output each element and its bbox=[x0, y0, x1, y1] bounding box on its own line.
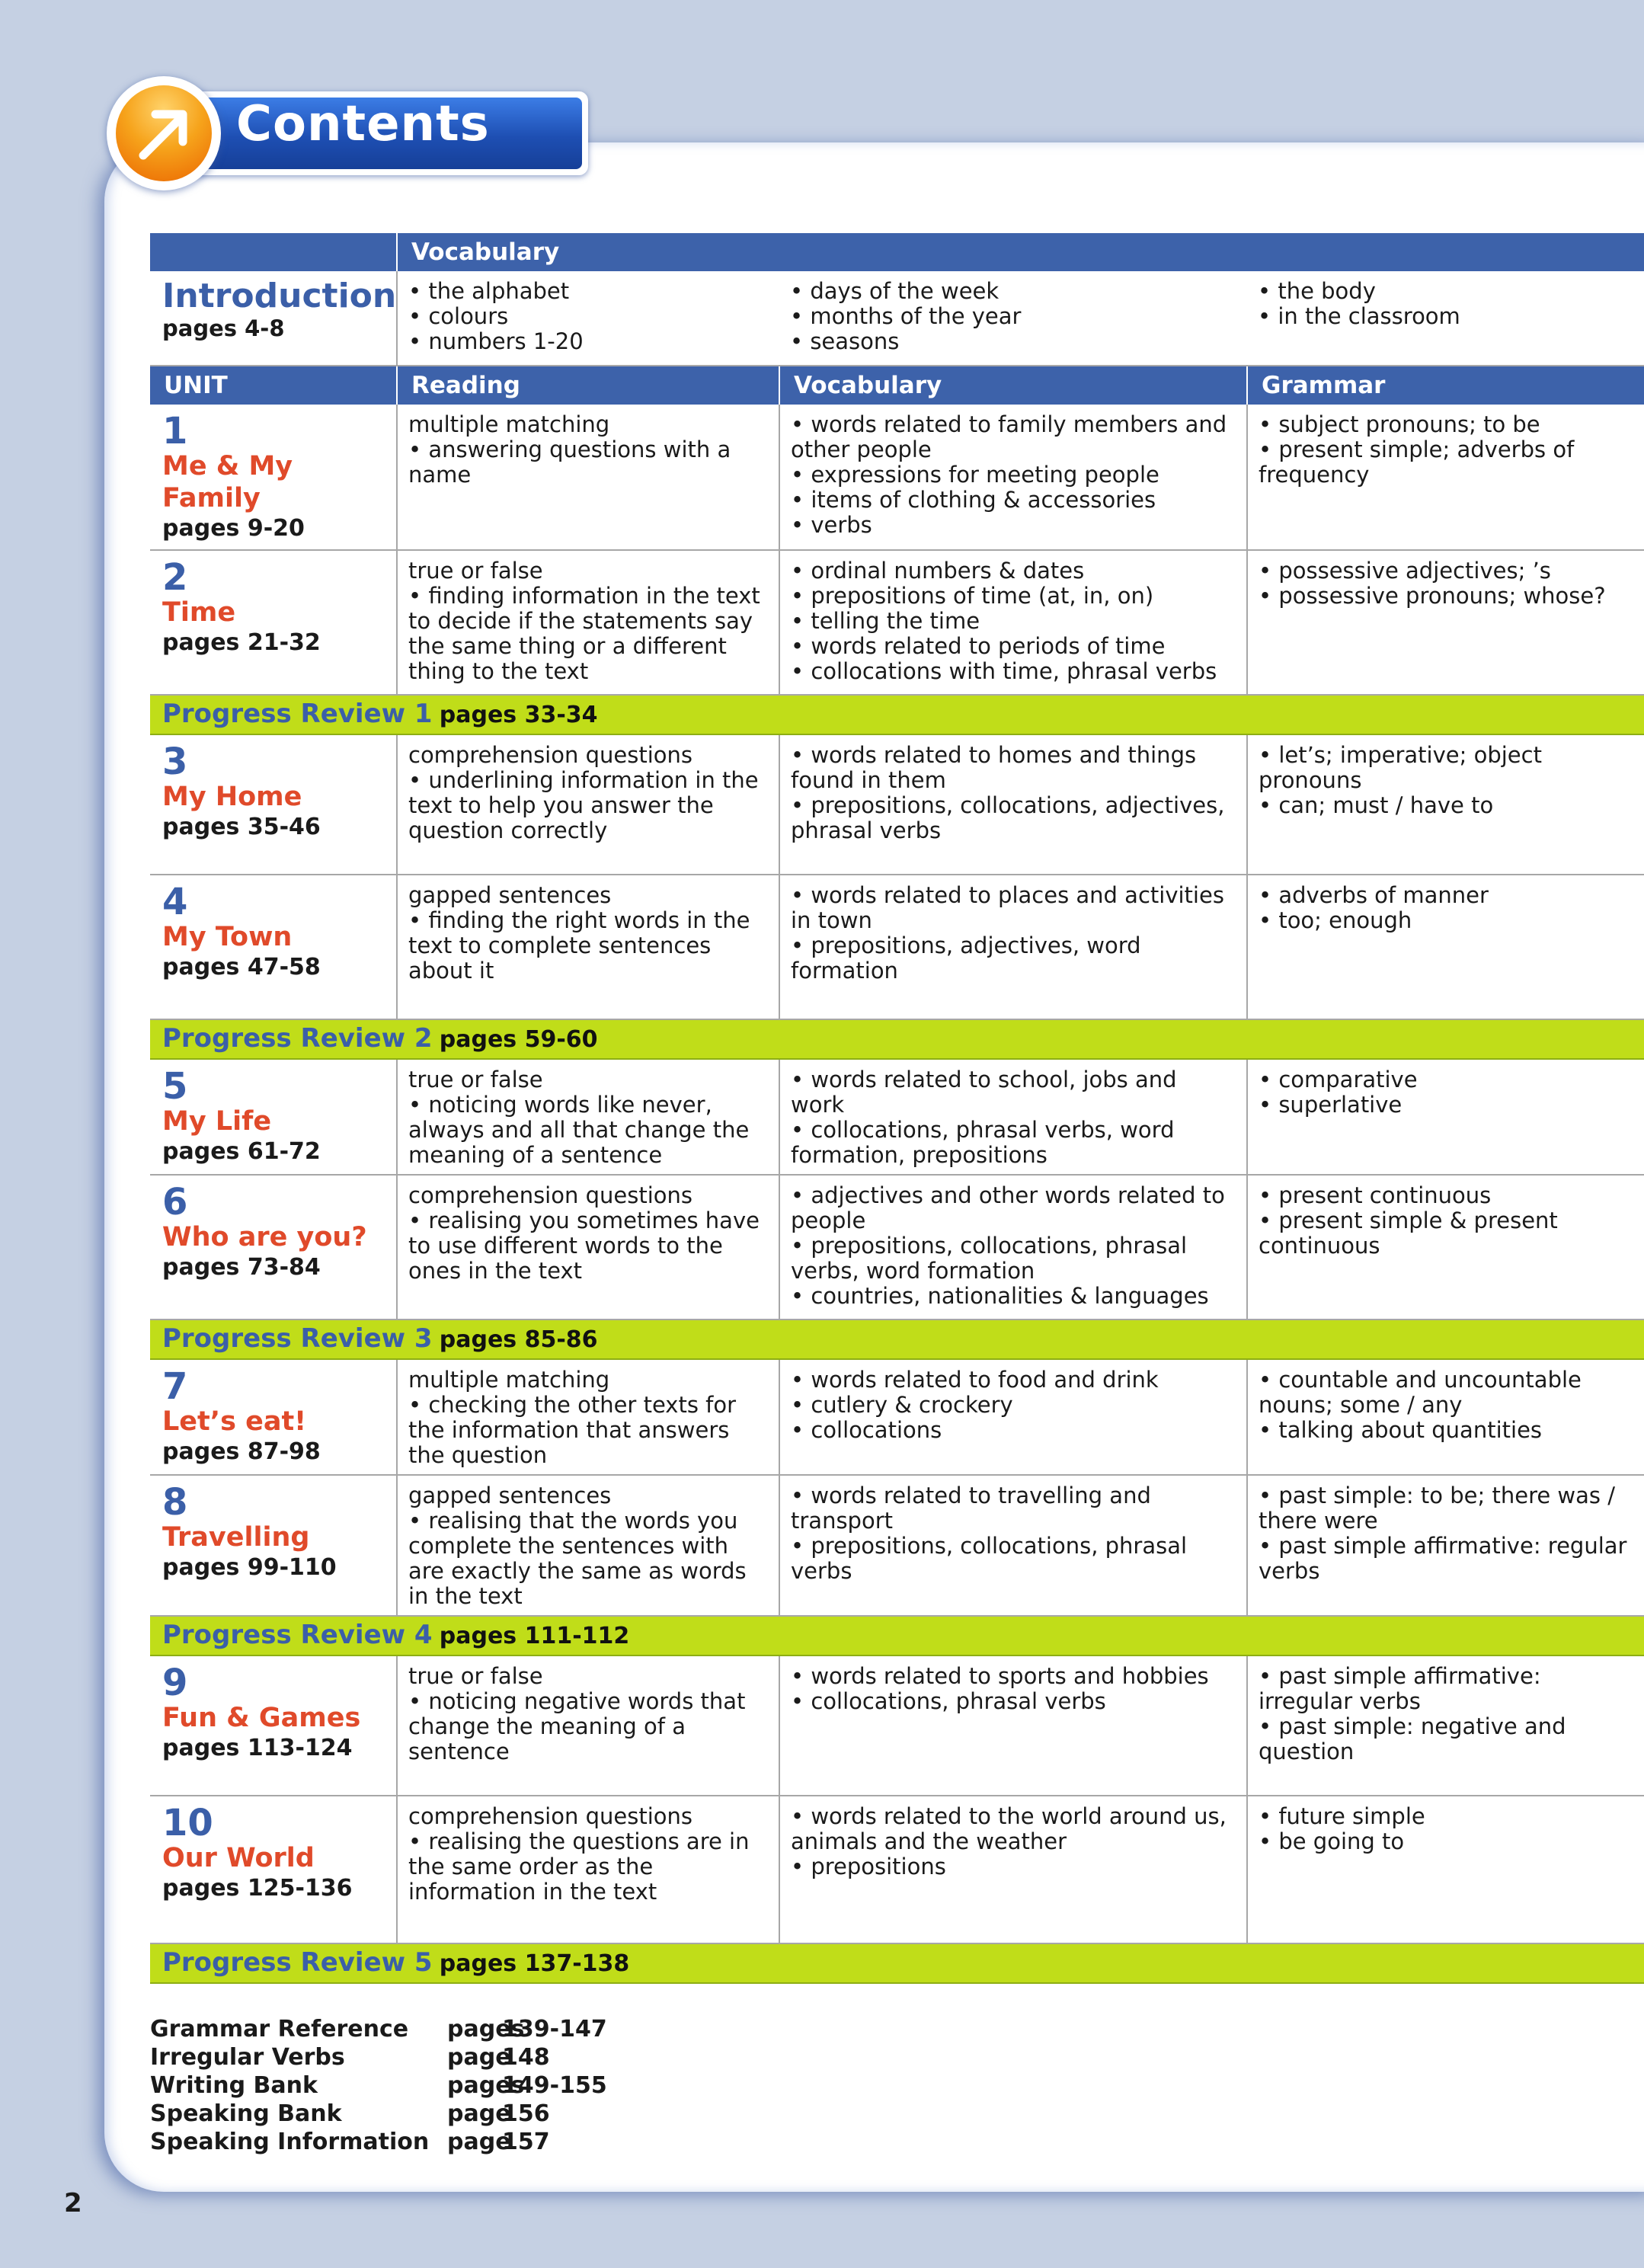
backmatter-label: Speaking Bank bbox=[150, 2100, 342, 2127]
unit-title: My Town bbox=[162, 922, 293, 952]
unit-vocabulary-cell: • words related to places and activities in town • prepositions, adjectives, word formation bbox=[779, 875, 1247, 1019]
intro-vocab-header: Vocabulary bbox=[397, 233, 1644, 271]
page-title: Contents bbox=[236, 96, 490, 152]
unit-title: Time bbox=[162, 597, 236, 628]
progress-review-cell bbox=[150, 1943, 1644, 1983]
backmatter-item bbox=[150, 2128, 607, 2156]
progress-review-cell bbox=[150, 695, 1644, 734]
unit-reading-cell: comprehension questions • realising you sometimes have to use different words to the ones in the text bbox=[397, 1175, 779, 1320]
badge-circle bbox=[107, 76, 221, 190]
unit-pages: pages 21-32 bbox=[162, 629, 321, 656]
unit-grammar-cell: • past simple affirmative: irregular verbs • past simple: negative and question bbox=[1247, 1655, 1644, 1796]
contents-table bbox=[150, 233, 1644, 1984]
unit-vocabulary-cell: • words related to travelling and transport • prepositions, collocations, phrasal verbs bbox=[779, 1475, 1247, 1616]
progress-review-row bbox=[150, 1616, 1644, 1655]
unit-cell bbox=[150, 734, 397, 875]
unit-reading-cell: comprehension questions • underlining information in the text to help you answer the question correctly bbox=[397, 734, 779, 875]
unit-number: 5 bbox=[162, 1065, 188, 1108]
unit-pages: pages 99-110 bbox=[162, 1554, 337, 1581]
unit-grammar-cell: • let’s; imperative; object pronouns • can; must / have to bbox=[1247, 734, 1644, 875]
col-header-reading: Reading bbox=[397, 366, 779, 405]
unit-vocabulary-cell: • words related to sports and hobbies • collocations, phrasal verbs bbox=[779, 1655, 1247, 1796]
unit-cell bbox=[150, 405, 397, 550]
unit-number: 3 bbox=[162, 741, 188, 783]
unit-number: 10 bbox=[162, 1802, 213, 1844]
unit-vocabulary-cell: • words related to homes and things found in them • prepositions, collocations, adjectives, phrasal verbs bbox=[779, 734, 1247, 875]
unit-number: 1 bbox=[162, 410, 188, 453]
unit-reading-cell: gapped sentences • realising that the words you complete the sentences with are exactly the same as words in the text bbox=[397, 1475, 779, 1616]
intro-cell bbox=[150, 271, 397, 366]
backmatter-page-word: page bbox=[447, 2100, 511, 2127]
unit-grammar-cell: • comparative • superlative bbox=[1247, 1059, 1644, 1175]
unit-grammar-cell: • possessive adjectives; ’s • possessive pronouns; whose? bbox=[1247, 550, 1644, 695]
unit-row bbox=[150, 1359, 1644, 1475]
arrow-icon bbox=[133, 102, 195, 165]
backmatter-page-word: pages bbox=[447, 2016, 525, 2042]
progress-review-cell bbox=[150, 1616, 1644, 1655]
unit-title: Let’s eat! bbox=[162, 1406, 307, 1437]
intro-pages: pages 4-8 bbox=[162, 315, 285, 341]
unit-grammar-cell: • past simple: to be; there was / there were • past simple affirmative: regular verbs bbox=[1247, 1475, 1644, 1616]
progress-review-title: Progress Review 1 bbox=[162, 699, 433, 729]
progress-review-row bbox=[150, 695, 1644, 734]
unit-cell bbox=[150, 875, 397, 1019]
backmatter-label: Grammar Reference bbox=[150, 2016, 409, 2042]
unit-number: 7 bbox=[162, 1365, 188, 1408]
unit-cell bbox=[150, 1796, 397, 1943]
unit-grammar-cell: • adverbs of manner • too; enough bbox=[1247, 875, 1644, 1019]
unit-number: 8 bbox=[162, 1481, 188, 1524]
unit-pages: pages 73-84 bbox=[162, 1254, 321, 1281]
unit-row bbox=[150, 550, 1644, 695]
unit-row bbox=[150, 875, 1644, 1019]
unit-cell bbox=[150, 1059, 397, 1175]
backmatter-item bbox=[150, 2071, 607, 2100]
unit-row bbox=[150, 405, 1644, 550]
page-number: 2 bbox=[64, 2188, 82, 2218]
unit-vocabulary-cell: • words related to family members and other people • expressions for meeting people • items of clothing & accessories • verbs bbox=[779, 405, 1247, 550]
backmatter-page-word: pages bbox=[447, 2072, 525, 2099]
col-header-unit: UNIT bbox=[150, 366, 397, 405]
unit-number: 2 bbox=[162, 556, 188, 599]
unit-row bbox=[150, 1175, 1644, 1320]
unit-grammar-cell: • present continuous • present simple & present continuous bbox=[1247, 1175, 1644, 1320]
backmatter-page-word: page bbox=[447, 2044, 511, 2071]
intro-vocab-col2: • days of the week • months of the year • seasons bbox=[779, 271, 1247, 366]
unit-pages: pages 113-124 bbox=[162, 1735, 353, 1761]
intro-title: Introduction bbox=[162, 277, 397, 315]
backmatter-item bbox=[150, 2015, 607, 2043]
progress-review-pages: pages 33-34 bbox=[439, 702, 598, 728]
unit-pages: pages 61-72 bbox=[162, 1138, 321, 1165]
unit-cell bbox=[150, 1475, 397, 1616]
backmatter-label: Writing Bank bbox=[150, 2072, 318, 2099]
backmatter-range: 139-147 bbox=[502, 2016, 607, 2042]
unit-pages: pages 125-136 bbox=[162, 1875, 353, 1902]
backmatter-range: 149-155 bbox=[502, 2072, 607, 2099]
intro-vocab-col3: • the body • in the classroom bbox=[1247, 271, 1644, 366]
unit-reading-cell: comprehension questions • realising the questions are in the same order as the information in the text bbox=[397, 1796, 779, 1943]
contents-badge bbox=[107, 76, 488, 190]
progress-review-row bbox=[150, 1320, 1644, 1359]
unit-cell bbox=[150, 1175, 397, 1320]
unit-cell bbox=[150, 1655, 397, 1796]
progress-review-title: Progress Review 2 bbox=[162, 1023, 433, 1054]
backmatter-list bbox=[150, 2015, 607, 2156]
progress-review-title: Progress Review 3 bbox=[162, 1323, 433, 1354]
unit-title: Fun & Games bbox=[162, 1703, 361, 1733]
backmatter-range: 148 bbox=[502, 2044, 550, 2071]
progress-review-pages: pages 111-112 bbox=[439, 1623, 630, 1649]
backmatter-label: Irregular Verbs bbox=[150, 2044, 345, 2071]
unit-vocabulary-cell: • ordinal numbers & dates • prepositions of time (at, in, on) • telling the time • words related to periods of time • collocations with time, phrasal verbs bbox=[779, 550, 1247, 695]
unit-cell bbox=[150, 550, 397, 695]
progress-review-pages: pages 59-60 bbox=[439, 1026, 598, 1053]
progress-review-title: Progress Review 5 bbox=[162, 1947, 433, 1978]
unit-number: 6 bbox=[162, 1181, 188, 1224]
backmatter-range: 156 bbox=[502, 2100, 550, 2127]
unit-title: My Life bbox=[162, 1106, 272, 1137]
unit-vocabulary-cell: • words related to school, jobs and work • collocations, phrasal verbs, word formation, prepositions bbox=[779, 1059, 1247, 1175]
unit-reading-cell: true or false • finding information in the text to decide if the statements say the same thing or a different thing to the text bbox=[397, 550, 779, 695]
backmatter-page-word: page bbox=[447, 2129, 511, 2155]
unit-cell bbox=[150, 1359, 397, 1475]
intro-vocab-col1: • the alphabet • colours • numbers 1-20 bbox=[397, 271, 779, 366]
backmatter-item bbox=[150, 2043, 607, 2071]
unit-row bbox=[150, 734, 1644, 875]
unit-vocabulary-cell: • words related to food and drink • cutlery & crockery • collocations bbox=[779, 1359, 1247, 1475]
unit-reading-cell: true or false • noticing words like never, always and all that change the meaning of a sentence bbox=[397, 1059, 779, 1175]
unit-reading-cell: multiple matching • answering questions with a name bbox=[397, 405, 779, 550]
unit-pages: pages 47-58 bbox=[162, 954, 321, 980]
unit-vocabulary-cell: • words related to the world around us, animals and the weather • prepositions bbox=[779, 1796, 1247, 1943]
unit-reading-cell: multiple matching • checking the other texts for the information that answers the question bbox=[397, 1359, 779, 1475]
backmatter-label: Speaking Information bbox=[150, 2129, 430, 2155]
unit-reading-cell: true or false • noticing negative words that change the meaning of a sentence bbox=[397, 1655, 779, 1796]
intro-header-row bbox=[150, 233, 1644, 271]
progress-review-pages: pages 137-138 bbox=[439, 1950, 630, 1977]
unit-title: My Home bbox=[162, 782, 302, 812]
unit-grammar-cell: • subject pronouns; to be • present simple; adverbs of frequency bbox=[1247, 405, 1644, 550]
unit-pages: pages 35-46 bbox=[162, 814, 321, 840]
unit-title: Me & My Family bbox=[162, 451, 293, 513]
unit-grammar-cell: • future simple • be going to bbox=[1247, 1796, 1644, 1943]
progress-review-title: Progress Review 4 bbox=[162, 1620, 433, 1650]
unit-number: 9 bbox=[162, 1662, 188, 1704]
unit-title: Travelling bbox=[162, 1522, 310, 1553]
unit-title: Our World bbox=[162, 1843, 315, 1873]
progress-review-row bbox=[150, 1019, 1644, 1059]
unit-pages: pages 9-20 bbox=[162, 515, 305, 542]
unit-row bbox=[150, 1059, 1644, 1175]
progress-review-row bbox=[150, 1943, 1644, 1983]
col-header-grammar: Grammar bbox=[1247, 366, 1644, 405]
unit-vocabulary-cell: • adjectives and other words related to people • prepositions, collocations, phrasal verbs, word formation • countries, nationalities & languages bbox=[779, 1175, 1247, 1320]
unit-row bbox=[150, 1475, 1644, 1616]
unit-number: 4 bbox=[162, 881, 188, 923]
unit-reading-cell: gapped sentences • finding the right words in the text to complete sentences about it bbox=[397, 875, 779, 1019]
progress-review-pages: pages 85-86 bbox=[439, 1326, 598, 1353]
progress-review-cell bbox=[150, 1019, 1644, 1059]
backmatter-range: 157 bbox=[502, 2129, 550, 2155]
unit-row bbox=[150, 1796, 1644, 1943]
column-header-row bbox=[150, 366, 1644, 405]
intro-row bbox=[150, 271, 1644, 366]
backmatter-item bbox=[150, 2100, 607, 2128]
col-header-vocabulary: Vocabulary bbox=[779, 366, 1247, 405]
unit-title: Who are you? bbox=[162, 1222, 367, 1252]
progress-review-cell bbox=[150, 1320, 1644, 1359]
unit-grammar-cell: • countable and uncountable nouns; some / any • talking about quantities bbox=[1247, 1359, 1644, 1475]
unit-pages: pages 87-98 bbox=[162, 1438, 321, 1465]
unit-row bbox=[150, 1655, 1644, 1796]
